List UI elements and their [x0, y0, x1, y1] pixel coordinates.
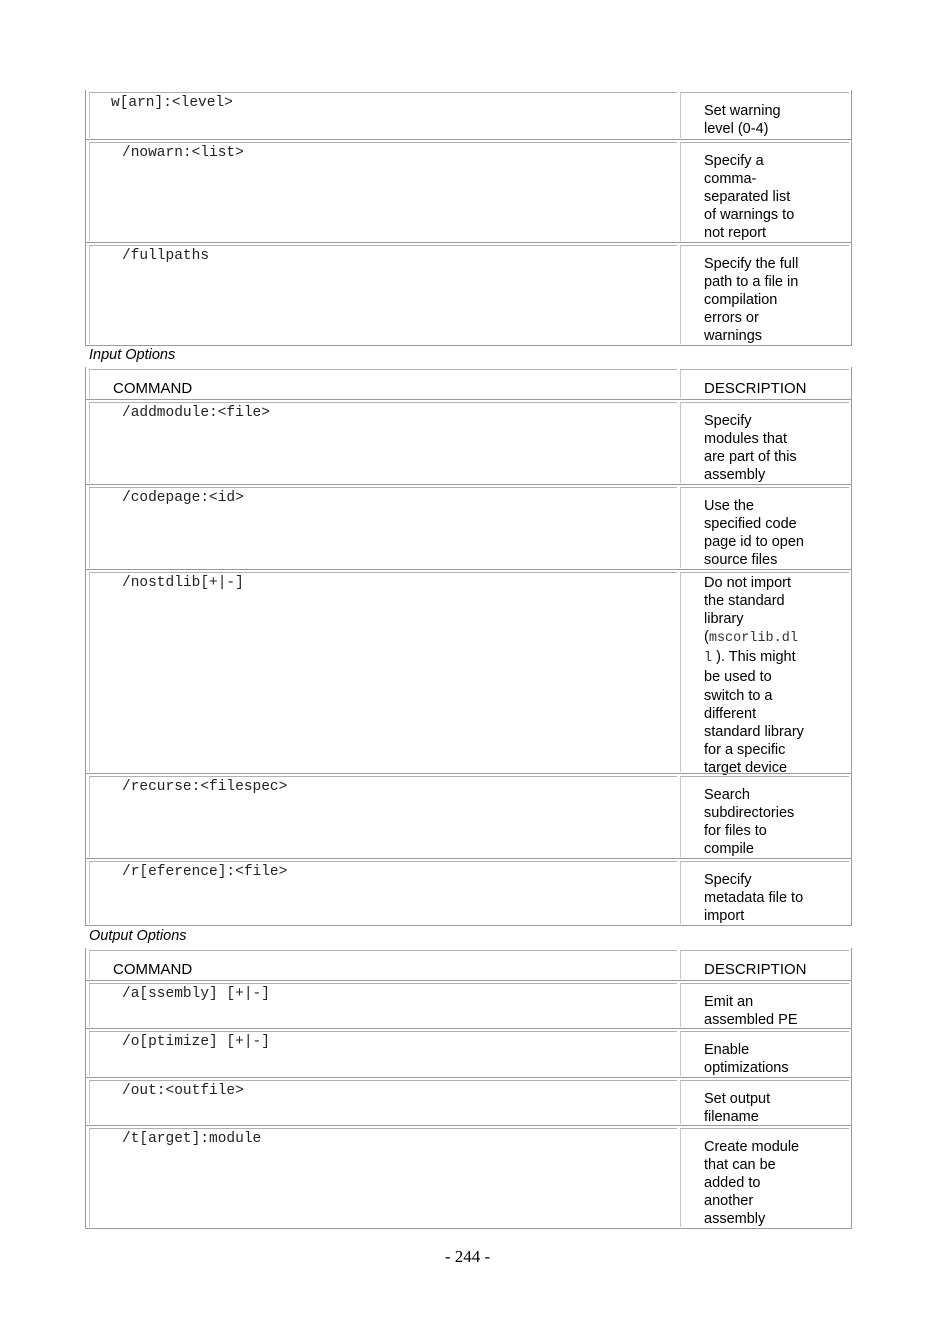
table-header-row: [85, 948, 852, 981]
table-row: [85, 400, 852, 485]
description-text: Emit an assembled PE: [704, 994, 798, 1029]
table-row: [85, 1078, 852, 1126]
command-cell: [89, 142, 677, 241]
description-cell: [680, 983, 849, 1027]
output-options-table: [85, 948, 852, 1229]
command-text: /codepage:<id>: [122, 490, 244, 506]
description-part: Do not import the standard library (: [704, 575, 792, 646]
page-number: - 244 -: [444, 1247, 491, 1266]
table-header-row: [85, 367, 852, 400]
description-text: Set output filename: [704, 1091, 771, 1126]
table-row: [85, 1029, 852, 1078]
description-text: Specify a comma- separated list of warnings to not report: [704, 153, 795, 242]
command-text: /recurse:<filespec>: [122, 779, 288, 795]
description-text: [704, 574, 824, 777]
header-command: COMMAND: [113, 961, 193, 978]
description-code: mscorlib.dl l: [704, 631, 798, 667]
description-text: Specify the full path to a file in compilation errors or warnings: [704, 256, 799, 345]
command-text: /a[ssembly] [+|-]: [122, 986, 270, 1002]
command-text: /addmodule:<file>: [122, 405, 270, 421]
command-text: /fullpaths: [122, 248, 210, 264]
command-cell: [89, 861, 677, 924]
description-part: ). This might be used to switch to a different standard library for a specific target device: [704, 649, 804, 776]
header-description: DESCRIPTION: [704, 961, 807, 978]
command-cell: [89, 983, 677, 1027]
command-text: /nowarn:<list>: [122, 145, 244, 161]
command-cell: [89, 402, 677, 483]
header-description-cell: [680, 950, 849, 979]
description-text: Specify metadata file to import: [704, 872, 804, 925]
table-row: [85, 485, 852, 570]
header-command: COMMAND: [113, 380, 193, 397]
table-row: [85, 570, 852, 774]
description-cell: [680, 1128, 849, 1227]
command-cell: [89, 245, 677, 344]
table-row: [85, 981, 852, 1029]
command-text: /out:<outfile>: [122, 1083, 244, 1099]
section-title-output-options: Output Options: [89, 928, 187, 944]
command-text: w[arn]:<level>: [111, 95, 233, 111]
description-cell: [680, 861, 849, 924]
description-cell: [680, 142, 849, 241]
command-cell: [89, 1031, 677, 1076]
description-cell: [680, 1080, 849, 1124]
table-row: [85, 1126, 852, 1229]
description-text: Create module that can be added to another assembly: [704, 1139, 800, 1228]
description-text: Specify modules that are part of this assembly: [704, 413, 797, 484]
header-description: DESCRIPTION: [704, 380, 807, 397]
command-text: /r[eference]:<file>: [122, 864, 288, 880]
description-text: Use the specified code page id to open source files: [704, 498, 804, 569]
description-cell: [680, 572, 849, 776]
description-cell: [680, 402, 849, 483]
command-cell: [89, 1080, 677, 1124]
input-options-table: [85, 367, 852, 926]
command-text: /nostdlib[+|-]: [122, 575, 244, 591]
warnings-options-table: [85, 90, 852, 346]
header-command-cell: [89, 950, 677, 979]
description-cell: [680, 1031, 849, 1076]
command-cell: [89, 1128, 677, 1227]
header-description-cell: [680, 369, 849, 398]
command-cell: [89, 92, 677, 138]
table-row: [85, 774, 852, 859]
table-row: [85, 90, 852, 140]
description-text: Set warning level (0-4): [704, 103, 781, 138]
table-row: [85, 140, 852, 243]
table-row: [85, 859, 852, 926]
description-cell: [680, 487, 849, 568]
command-cell: [89, 487, 677, 568]
command-cell: [89, 776, 677, 857]
header-command-cell: [89, 369, 677, 398]
description-cell: [680, 92, 849, 138]
table-row: [85, 243, 852, 346]
description-cell: [680, 245, 849, 344]
description-text: Enable optimizations: [704, 1042, 789, 1077]
command-text: /t[arget]:module: [122, 1131, 262, 1147]
command-text: /o[ptimize] [+|-]: [122, 1034, 270, 1050]
command-cell: [89, 572, 677, 772]
description-text: Search subdirectories for files to compile: [704, 787, 795, 858]
section-title-input-options: Input Options: [89, 347, 176, 363]
description-cell: [680, 776, 849, 857]
